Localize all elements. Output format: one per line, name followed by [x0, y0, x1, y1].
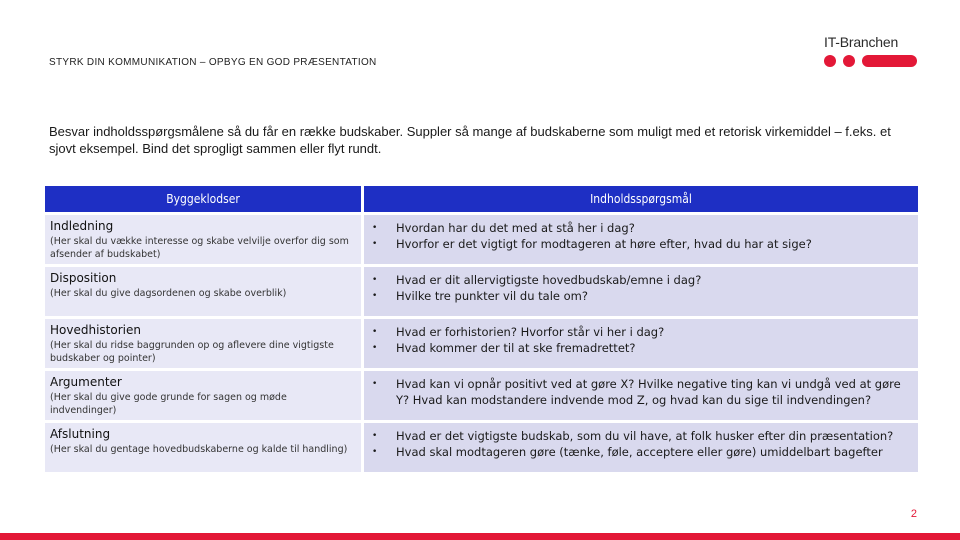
question-item — [369, 288, 912, 304]
logo-marks — [824, 55, 920, 67]
building-block-note: (Her skal du gentage hovedbudskaberne og kalde til handling) — [50, 444, 348, 455]
question-list — [369, 376, 912, 408]
bullet-icon: • — [372, 447, 378, 457]
building-blocks-table — [42, 183, 921, 475]
question-text: Hvad kan vi opnår positivt ved at gøre X? Hvilke negative ting kan vi undgå ved at gøre Y? Hvad kan modstandere indvende mod Z, og hvad kan du sige til indvendingen? — [396, 377, 901, 407]
content-questions-cell — [364, 215, 918, 264]
question-item — [369, 236, 912, 252]
table-row — [45, 423, 918, 472]
question-text: Hvad er forhistorien? Hvorfor står vi her i dag? — [396, 325, 665, 339]
intro-instructions: Besvar indholdsspørgsmålene så du får en række budskaber. Suppler så mange af budskaberne som muligt med et retorisk virkemiddel – f.eks. et sjovt eksempel. Bind det sprogligt sammen eller flyt rundt. — [49, 124, 891, 156]
question-text: Hvad er dit allervigtigste hovedbudskab/emne i dag? — [396, 273, 702, 287]
question-text: Hvordan har du det med at stå her i dag? — [396, 221, 635, 235]
bullet-icon: • — [372, 431, 378, 441]
building-block-cell — [45, 267, 361, 316]
question-text: Hvad skal modtageren gøre (tænke, føle, acceptere eller gøre) umiddelbart bagefter — [396, 445, 883, 459]
question-text: Hvilke tre punkter vil du tale om? — [396, 289, 588, 303]
bottom-accent-bar — [0, 533, 960, 540]
content-questions-cell — [364, 319, 918, 368]
building-block-note: (Her skal du give gode grunde for sagen og møde indvendinger) — [50, 392, 287, 416]
question-list — [369, 220, 912, 252]
content-questions-cell — [364, 267, 918, 316]
logo-bar — [862, 55, 917, 67]
building-block-cell — [45, 319, 361, 368]
building-block-cell — [45, 423, 361, 472]
bullet-icon: • — [372, 343, 378, 353]
question-item — [369, 324, 912, 340]
bullet-icon: • — [372, 291, 378, 301]
building-block-note: (Her skal du give dagsordenen og skabe overblik) — [50, 288, 287, 299]
bullet-icon: • — [372, 275, 378, 285]
bullet-icon: • — [372, 223, 378, 233]
logo-dot-1 — [824, 55, 836, 67]
bullet-icon: • — [372, 379, 378, 389]
logo-wordmark: IT-Branchen — [824, 34, 899, 50]
question-list — [369, 272, 912, 304]
bullet-icon: • — [372, 239, 378, 249]
question-item — [369, 428, 912, 444]
presentation-section-label: STYRK DIN KOMMUNIKATION – OPBYG EN GOD PRÆSENTATION — [49, 57, 377, 68]
page-number: 2 — [910, 508, 917, 520]
bullet-icon: • — [372, 327, 378, 337]
table-row — [45, 371, 918, 420]
question-text: Hvad er det vigtigste budskab, som du vil have, at folk husker efter din præsentation? — [396, 429, 894, 443]
question-item — [369, 220, 912, 236]
it-branchen-logo — [824, 34, 920, 70]
question-item — [369, 340, 912, 356]
building-block-title: Afslutning — [50, 427, 111, 441]
logo-dot-2 — [843, 55, 855, 67]
column-header-building-blocks: Byggeklodser — [45, 186, 361, 212]
building-block-title: Hovedhistorien — [50, 323, 141, 337]
question-item — [369, 272, 912, 288]
table-row — [45, 267, 918, 316]
content-questions-cell — [364, 423, 918, 472]
building-block-note: (Her skal du ridse baggrunden op og aflevere dine vigtigste budskaber og pointer) — [50, 340, 334, 364]
question-item — [369, 444, 912, 460]
building-block-title: Indledning — [50, 219, 114, 233]
building-block-title: Disposition — [50, 271, 117, 285]
building-block-cell — [45, 371, 361, 420]
building-block-title: Argumenter — [50, 375, 122, 389]
question-item — [369, 376, 912, 408]
question-list — [369, 324, 912, 356]
column-header-content-questions: Indholdsspørgsmål — [364, 186, 918, 212]
question-list — [369, 428, 912, 460]
building-block-note: (Her skal du vække interesse og skabe velvilje overfor dig som afsender af budskabet) — [50, 236, 349, 260]
table-row — [45, 319, 918, 368]
table-header-row — [45, 186, 918, 212]
question-text: Hvorfor er det vigtigt for modtageren at høre efter, hvad du har at sige? — [396, 237, 812, 251]
table-row — [45, 215, 918, 264]
building-block-cell — [45, 215, 361, 264]
question-text: Hvad kommer der til at ske fremadrettet? — [396, 341, 636, 355]
content-questions-cell — [364, 371, 918, 420]
